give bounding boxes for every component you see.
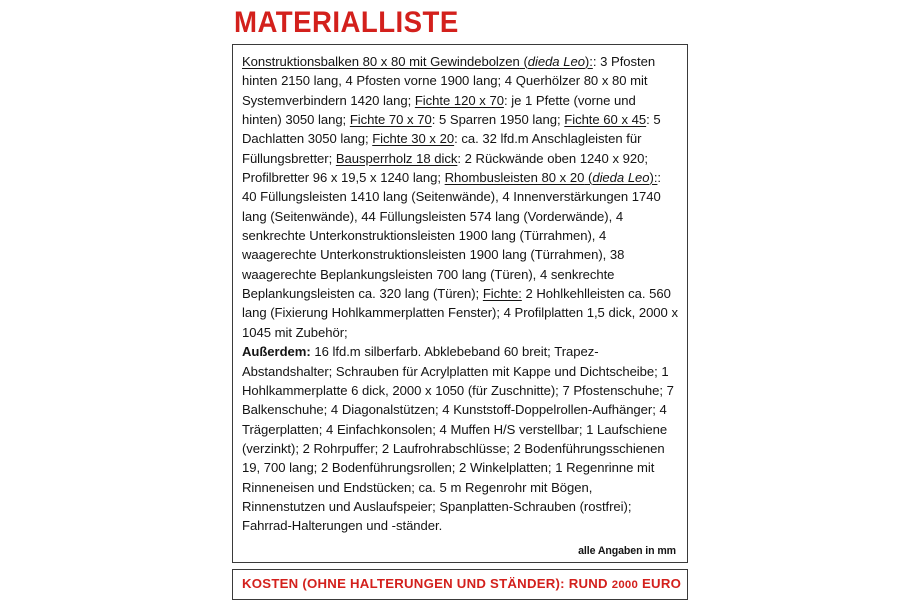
brand-dieda-leo-1: dieda Leo (527, 54, 585, 69)
text-konstruktionsbalken: : 3 Pfosten hinten 2150 lang, 4 Pfosten vorne 1900 lang; 4 Querhölzer 80 x 80 mit Systemverbindern 1420 lang; (242, 54, 656, 108)
text-fichte-120x70: : je 1 Pfette (vorne und hinten) 3050 lang; (242, 92, 636, 128)
text-ausserdem: 16 lfd.m silberfarb. Abklebeband 60 breit; Trapez-Abstandshalter; Schrauben für Acrylplatten mit Kappe und Dichtscheibe; 1 Hohlkammerplatte 6 dick, 2000 x 1050 (für Zuschnitte); 7 Pfostenschuhe; 7 Balkenschuhe; 4 Diagonalstützen; 4 Kunststoff-Doppelrollen-Aufhänger; 4 Trägerplatten; 4 Einfachkonsolen; 4 Muffen H/S verstellbar; 1 Laufschiene (verzinkt); 2 Rohrpuffer; 2 Laufrohrabschlüsse; 2 Bodenführungsschienen 19, 700 lang; 2 Bodenführungsrollen; 2 Winkelplatten; 1 Regenrinne mit Rinneneisen und Endstücken; ca. 5 m Regenrohr mit Bögen, Rinnenstutzen und Auslaufspeier; Spanplatten-Schrauben (rostfrei); Fahrrad-Halterungen und -ständer. (242, 344, 674, 534)
text-bausperrholz: : 2 Rückwände oben 1240 x 920; Profilbretter 96 x 19,5 x 1240 lang; (242, 150, 648, 186)
text-rhombusleisten: : 40 Füllungsleisten 1410 lang (Seitenwände), 4 Innenverstärkungen 1740 lang (Seitenwände), 44 Füllungsleisten 574 lang (Vorderwände), 4 senkrechte Unterkonstruktionsleisten 1900 lang (Türrahmen), 4 waagerechte Unterkonstruktionsleisten 1900 lang (Türrahmen), 38 waagerechte Beplankungsleisten 700 lang (Türen), 4 senkrechte Beplankungsleisten ca. 320 lang (Türen); (242, 170, 662, 302)
heading-fichte-30x20: Fichte 30 x 20 (372, 131, 455, 147)
brand-dieda-leo-2: dieda Leo (592, 170, 650, 186)
cost-label (242, 575, 682, 593)
text-fichte-70x70: : 5 Sparren 1950 lang; (431, 112, 565, 128)
heading-konstruktionsbalken-label: Konstruktionsbalken 80 x 80 mit Gewindebolzen (242, 54, 520, 69)
heading-fichte-120x70: Fichte 120 x 70 (414, 92, 504, 108)
cost-amount: 2000 (611, 578, 639, 591)
materials-paragraph-ausserdem (242, 342, 678, 535)
materials-list-sheet (232, 0, 688, 600)
text-fichte-60x45: : 5 Dachlatten 3050 lang; (242, 112, 661, 147)
heading-fichte-60x45: Fichte 60 x 45 (564, 112, 647, 128)
materials-paragraph (242, 52, 678, 342)
cost-label-main: KOSTEN (OHNE HALTERUNGEN UND STÄNDER): RUND (242, 575, 612, 591)
heading-bausperrholz: Bausperrholz 18 dick (335, 150, 458, 166)
text-fichte: 2 Hohlkehlleisten ca. 560 lang (Fixierung Hohlkammerplatten Fenster); 4 Profilplatten 1,5 dick, 2000 x 1045 mit Zubehör; (242, 286, 678, 340)
heading-rhombusleisten: Rhombusleisten 80 x 20 (dieda Leo): (444, 170, 658, 186)
heading-ausserdem: Außerdem: (242, 344, 311, 360)
materials-list-box (232, 44, 688, 563)
cost-box (232, 569, 688, 600)
unit-note: alle Angaben in mm (578, 544, 676, 557)
text-fichte-30x20: : ca. 32 lfd.m Anschlagleisten für Füllungsbretter; (242, 131, 642, 166)
cost-currency: EURO (638, 575, 682, 591)
heading-konstruktionsbalken: Konstruktionsbalken 80 x 80 mit Gewindebolzen (dieda Leo): (242, 54, 593, 69)
page-title: MATERIALLISTE (234, 6, 459, 39)
heading-rhombusleisten-label: Rhombusleisten 80 x 20 (444, 170, 585, 186)
heading-fichte-70x70: Fichte 70 x 70 (349, 112, 432, 128)
heading-fichte: Fichte: (482, 286, 522, 302)
materials-body (242, 52, 678, 536)
